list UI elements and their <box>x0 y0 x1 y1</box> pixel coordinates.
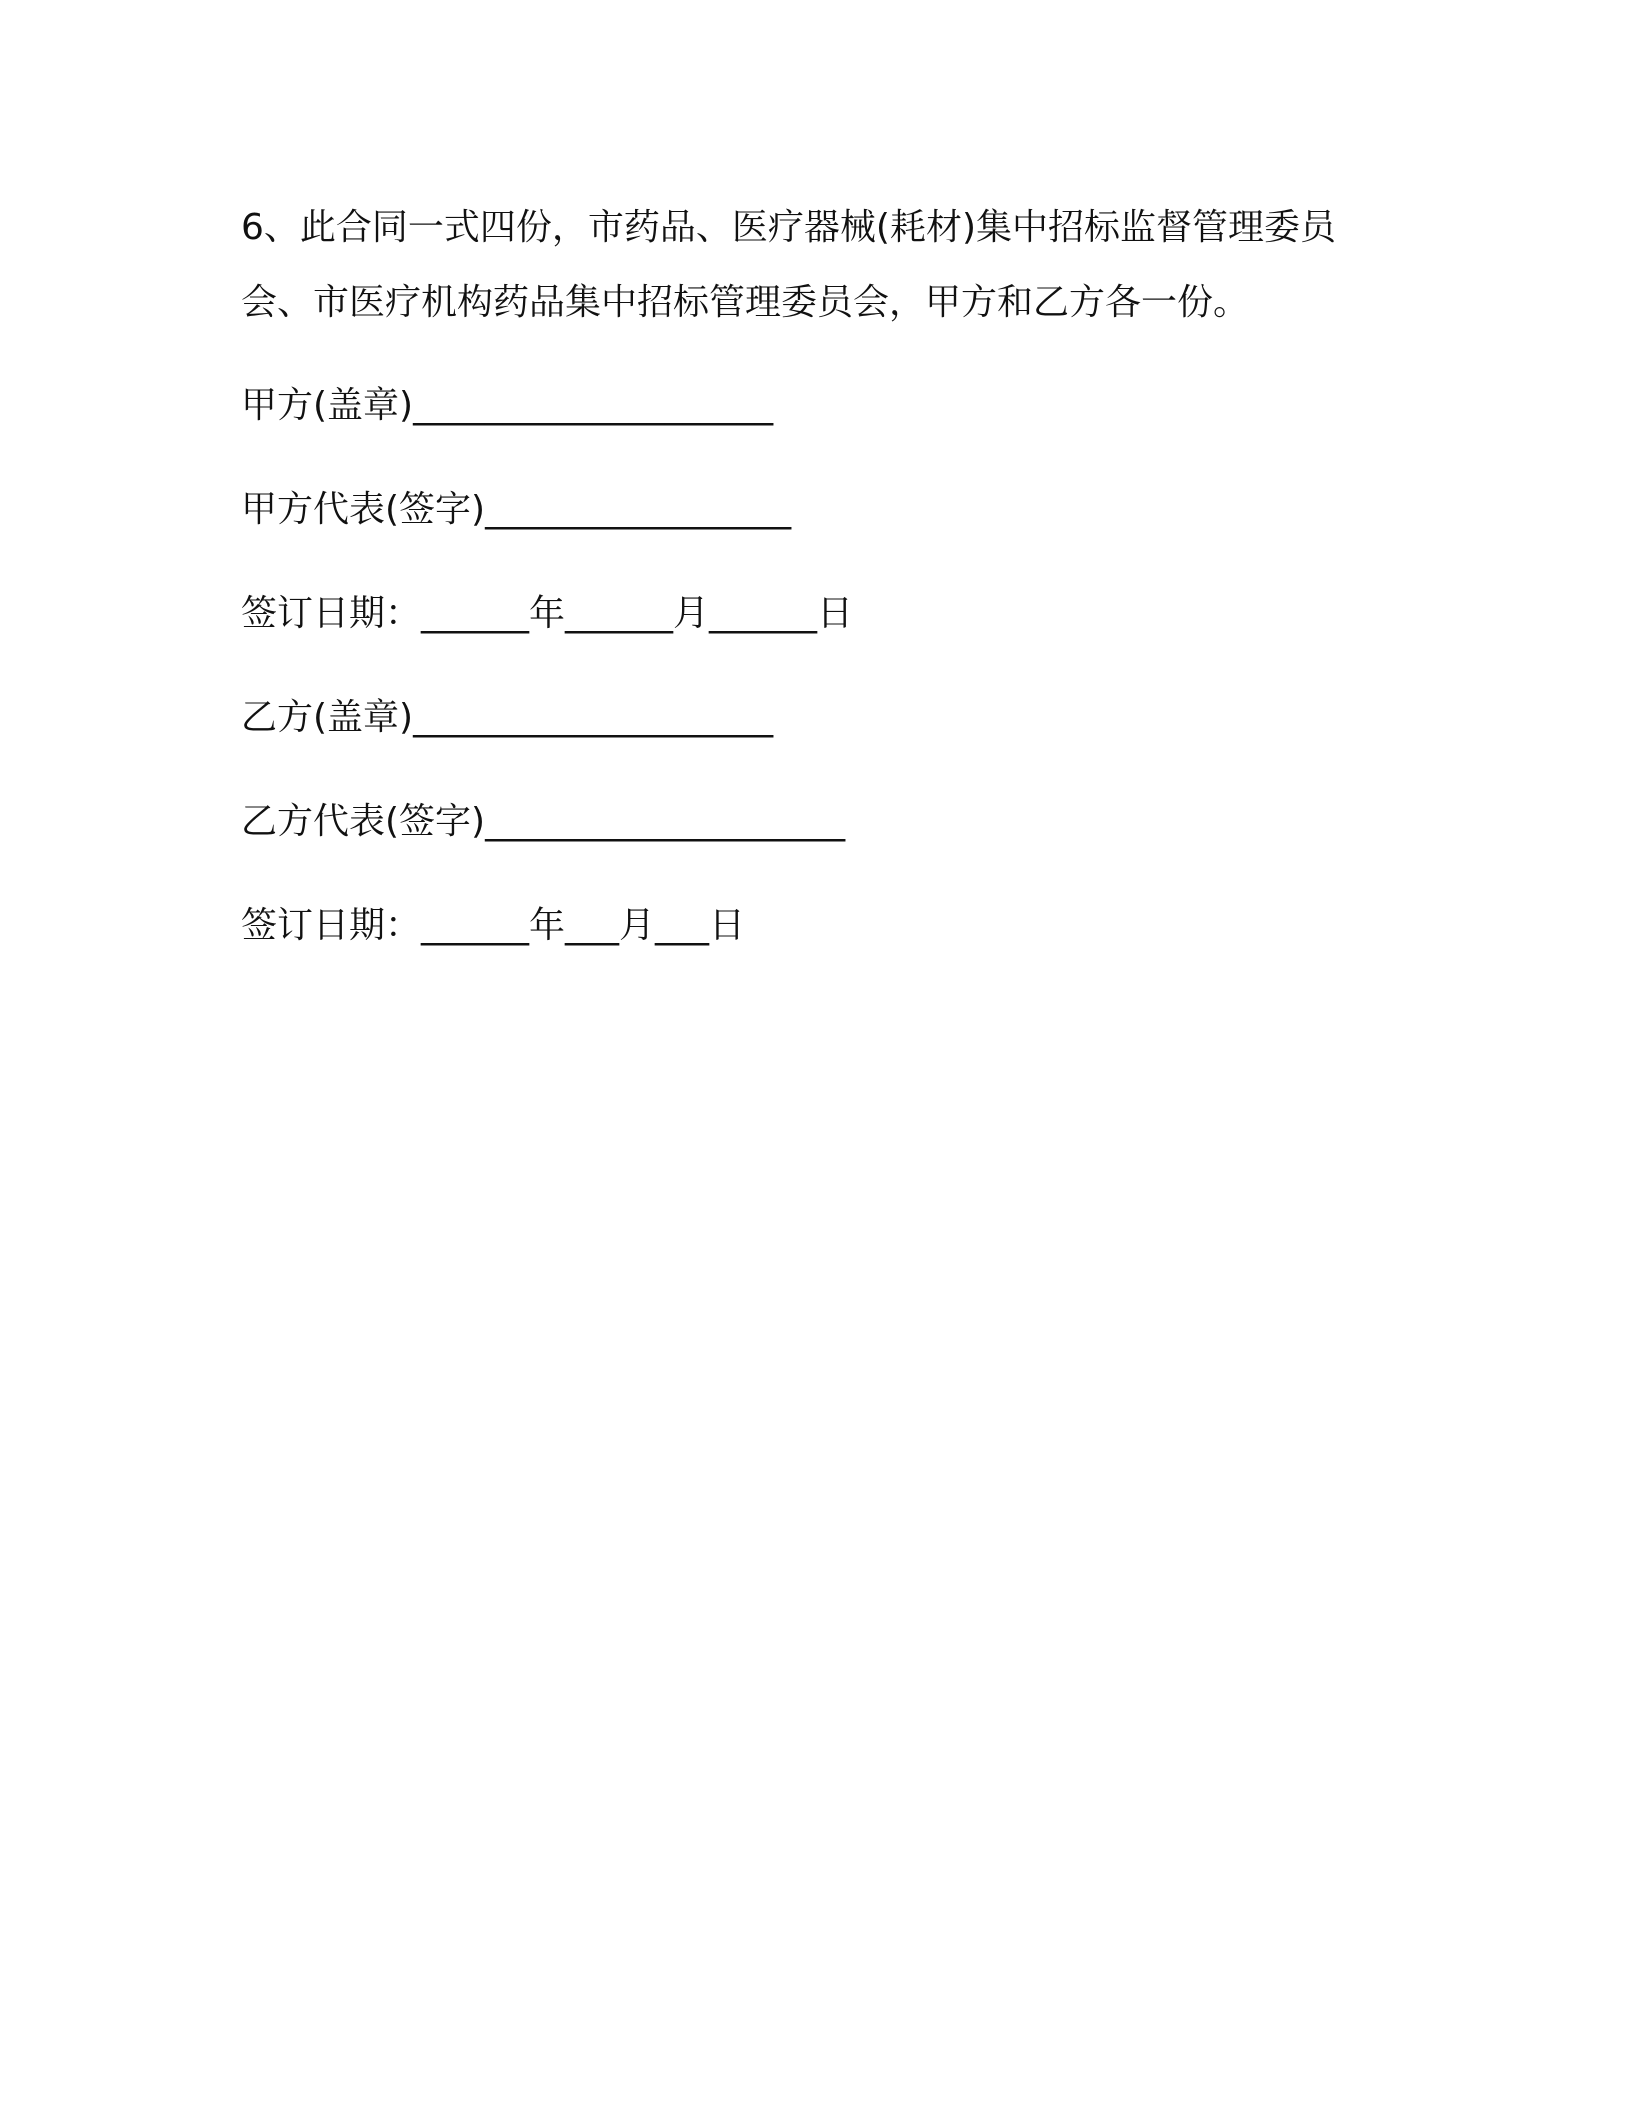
clause-6-paragraph: 6、此合同一式四份，市药品、医疗器械(耗材)集中招标监督管理委员会、市医疗机构药品集中招标管理委员会，甲方和乙方各一份。 <box>241 207 1336 323</box>
party-a-seal-line: 甲方(盖章)____________________ <box>241 385 774 426</box>
party-b-representative-line: 乙方代表(签字)____________________ <box>241 801 846 842</box>
document-body <box>241 190 1401 950</box>
party-b-sign-date-line: 签订日期：______年___月___日 <box>241 905 746 946</box>
party-b-seal-line: 乙方(盖章)____________________ <box>241 697 774 738</box>
party-a-sign-date-line: 签订日期：______年______月______日 <box>241 593 854 634</box>
party-a-representative-line: 甲方代表(签字)_________________ <box>241 489 792 530</box>
